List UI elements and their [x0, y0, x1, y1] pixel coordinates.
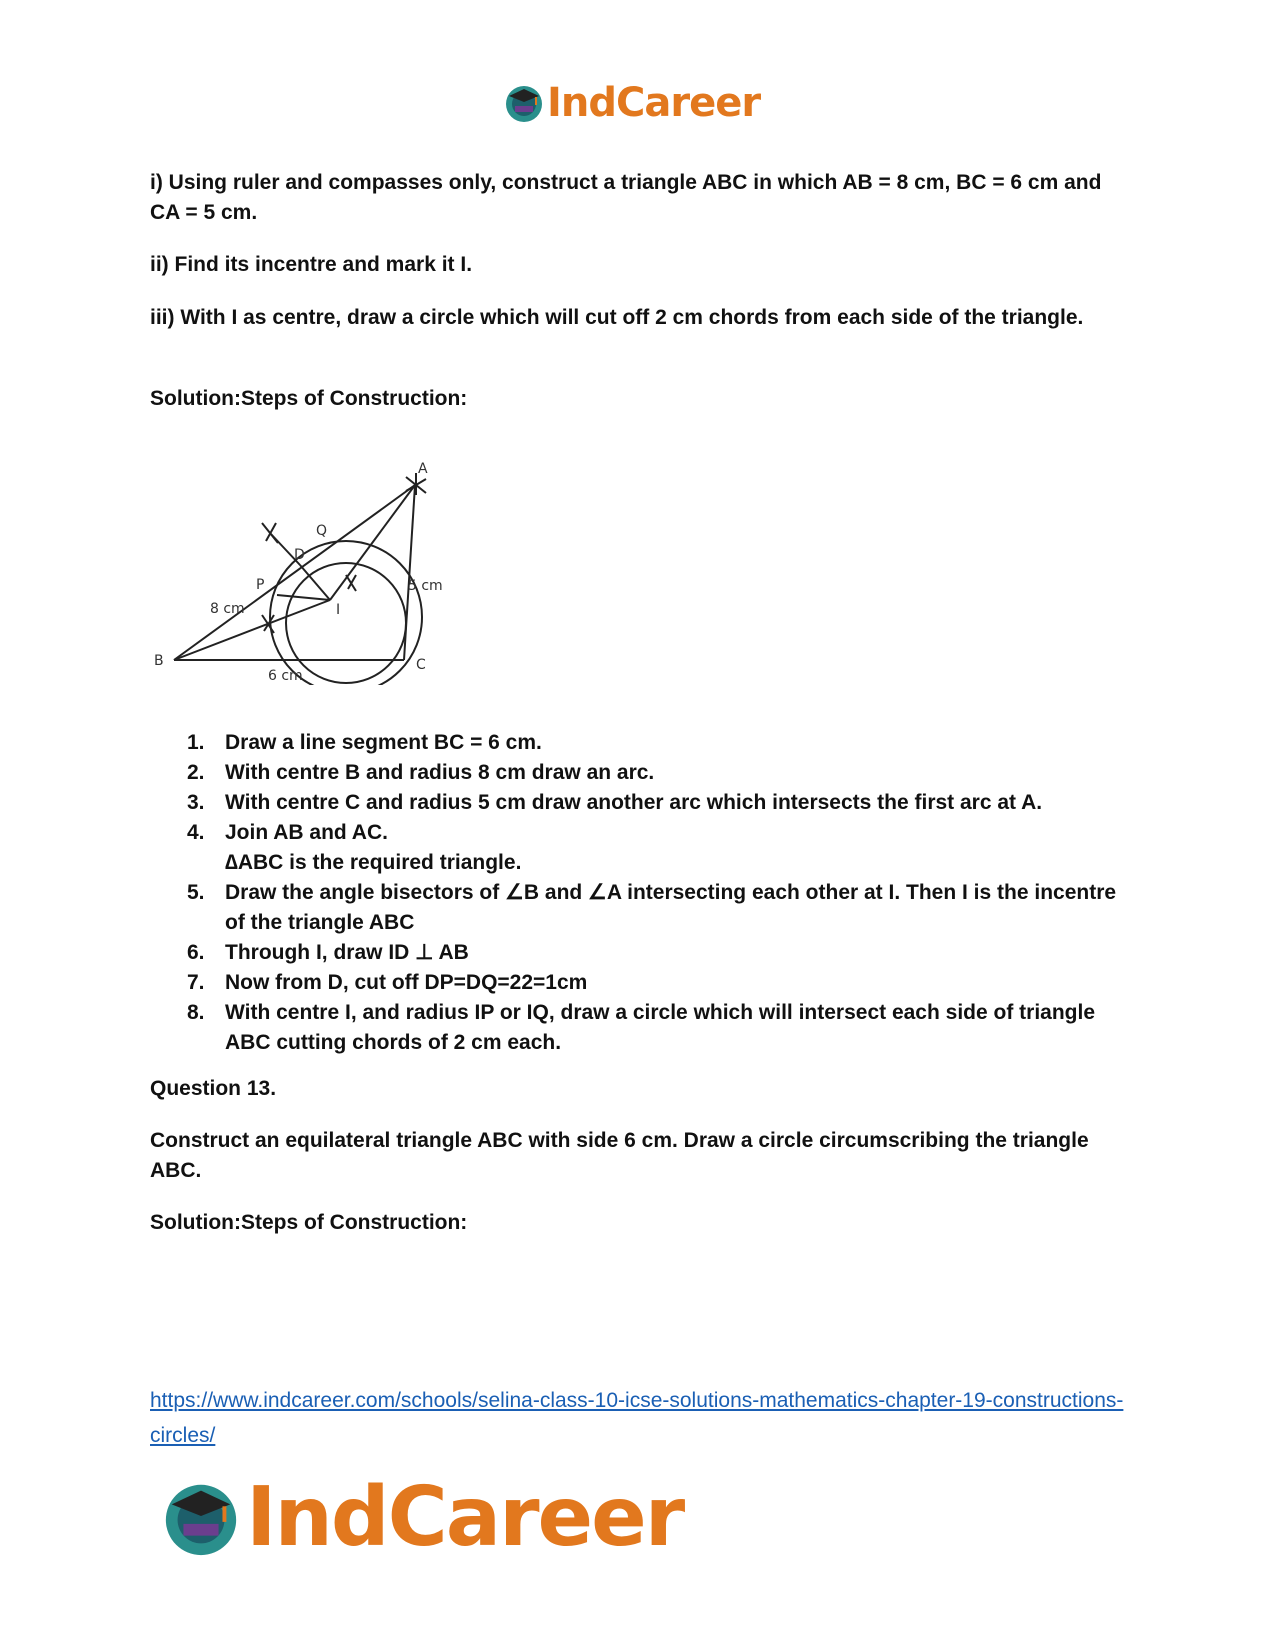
list-item — [150, 878, 1130, 938]
bisector-b — [174, 600, 330, 660]
list-item — [150, 788, 1130, 818]
list-item — [150, 818, 1130, 878]
source-link[interactable]: https://www.indcareer.com/schools/selina-class-10-icse-solutions-mathematics-chapter-19-constructions-circles/ — [150, 1389, 1124, 1447]
list-item — [150, 758, 1130, 788]
label-c: C — [416, 657, 426, 673]
label-p: P — [256, 577, 265, 593]
inner-circle — [286, 563, 406, 683]
list-item — [150, 728, 1130, 758]
header-logo — [503, 80, 760, 126]
footer-logo — [160, 1470, 683, 1565]
label-q: Q — [316, 523, 328, 539]
construction-steps — [150, 728, 1130, 1058]
step-text: With centre C and radius 5 cm draw another arc which intersects the first arc at A. — [225, 791, 1043, 814]
question-13-heading: Question 13. — [150, 1077, 277, 1100]
step-number: 7. — [187, 971, 205, 994]
question-part-2: ii) Find its incentre and mark it I. — [150, 253, 473, 276]
bisector-a — [330, 485, 415, 600]
step-number: 6. — [187, 941, 205, 964]
step-number: 1. — [187, 731, 205, 754]
solution-heading: Solution:Steps of Construction: — [150, 387, 468, 410]
question-part-3: iii) With I as centre, draw a circle which will cut off 2 cm chords from each side of the triangle. — [150, 306, 1084, 329]
label-bc-length: 6 cm — [268, 668, 303, 684]
perpendicular-id — [300, 565, 330, 600]
brand-wordmark: IndCareer — [246, 1470, 684, 1565]
brand-wordmark: IndCareer — [547, 80, 761, 126]
graduation-cap-icon — [503, 82, 545, 124]
step-number: 4. — [187, 821, 205, 844]
label-ca-length: 5 cm — [408, 578, 443, 594]
step-number: 3. — [187, 791, 205, 814]
label-a: A — [418, 461, 428, 477]
label-ab-length: 8 cm — [210, 601, 245, 617]
step-text: With centre B and radius 8 cm draw an arc. — [225, 761, 655, 784]
step-number: 2. — [187, 761, 205, 784]
step-text: Draw a line segment BC = 6 cm. — [225, 731, 542, 754]
step-text: With centre I, and radius IP or IQ, draw a circle which will intersect each side of triangle ABC cutting chords of 2 cm each. — [225, 1001, 1096, 1054]
step-text: Now from D, cut off DP=DQ=22=1cm — [225, 971, 588, 994]
question-part-1: i) Using ruler and compasses only, construct a triangle ABC in which AB = 8 cm, BC = 6 cm and CA = 5 cm. — [150, 171, 1102, 224]
radius-ip — [277, 595, 330, 600]
graduation-cap-icon — [160, 1477, 242, 1559]
label-i: I — [336, 602, 341, 618]
step-number: 8. — [187, 1001, 205, 1024]
label-b: B — [154, 653, 164, 669]
list-item — [150, 938, 1130, 968]
construction-diagram — [150, 455, 460, 685]
step-text: Draw the angle bisectors of ∠B and ∠A intersecting each other at I. Then I is the incentre of the triangle ABC — [225, 881, 1117, 934]
question-13-text: Construct an equilateral triangle ABC with side 6 cm. Draw a circle circumscribing the triangle ABC. — [150, 1129, 1089, 1182]
step-text: Join AB and AC. ∆ABC is the required triangle. — [225, 821, 522, 874]
list-item — [150, 968, 1130, 998]
step-text: Through I, draw ID ⊥ AB — [225, 941, 469, 964]
solution-heading-2: Solution:Steps of Construction: — [150, 1211, 468, 1234]
step-number: 5. — [187, 881, 205, 904]
list-item — [150, 998, 1130, 1058]
label-d: D — [294, 547, 305, 563]
